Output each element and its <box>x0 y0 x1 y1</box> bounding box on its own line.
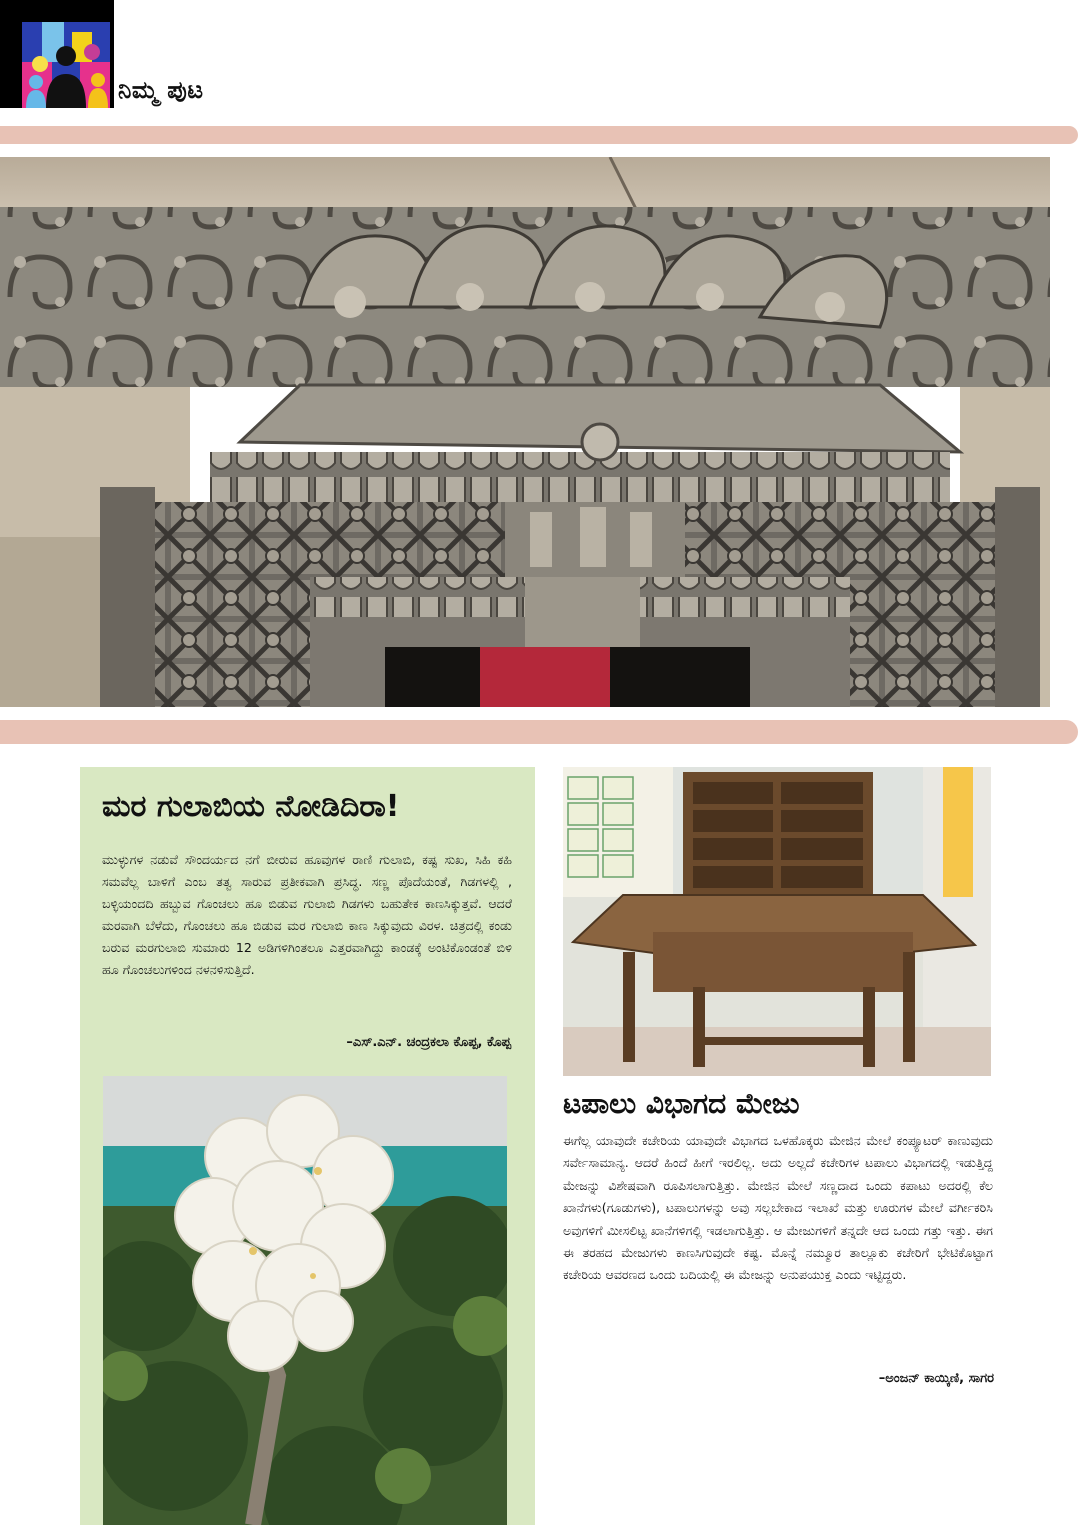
rose-article-author: –ಎಸ್.ಎನ್. ಚಂದ್ರಕಲಾ ಕೊಪ್ಪ, ಕೊಪ್ಪ <box>346 1035 511 1050</box>
desk-article-body: ಈಗೆಲ್ಲ ಯಾವುದೇ ಕಚೇರಿಯ ಯಾವುದೇ ವಿಭಾಗದ ಒಳಹೊಕ್ಕರು ಮೇಜಿನ ಮೇಲೆ ಕಂಪ್ಯೂಟರ್ ಕಾಣುವುದು ಸರ್ವೇಸಾಮಾನ್ಯ. ಆದರೆ ಹಿಂದೆ ಹೀಗೆ ಇರಲಿಲ್ಲ. ಅದು ಅಲ್ಲದೆ ಕಚೇರಿಗಳ ಟಪಾಲು ವಿಭಾಗದಲ್ಲಿ ಇಡುತ್ತಿದ್ದ ಮೇಜನ್ನು ವಿಶೇಷವಾಗಿ ರೂಪಿಸಲಾಗುತ್ತಿತ್ತು. ಮೇಜಿನ ಮೇಲೆ ಸಣ್ಣದಾದ ಒಂದು ಕಪಾಟು ಅದರಲ್ಲಿ ಕೆಲ ಖಾನೆಗಳು(ಗೂಡುಗಳು), ಟಪಾಲುಗಳನ್ನು ಅವು ಸಲ್ಲಬೇಕಾದ ಇಲಾಖೆ ಮತ್ತು ಊರುಗಳ ಮೇಲೆ ವರ್ಗೀಕರಿಸಿ ಅವುಗಳಿಗೆ ಮೀಸಲಿಟ್ಟ ಖಾನೆಗಳಿಗಲ್ಲಿ ಇಡಲಾಗುತ್ತಿತ್ತು. ಆ ಮೇಜುಗಳಿಗೆ ತನ್ನದೇ ಆದ ಒಂದು ಗತ್ತು ಇತ್ತು. ಈಗ ಈ ತರಹದ ಮೇಜುಗಳು ಕಾಣಸಿಗುವುದೇ ಕಷ್ಟ. ಮೊನ್ನೆ ನಮ್ಮೂರ ತಾಲ್ಲೂಕು ಕಚೇರಿಗೆ ಭೇಟಿಕೊಟ್ಟಾಗ ಕಚೇರಿಯ ಆವರಣದ ಒಂದು ಬದಿಯಲ್ಲಿ ಈ ಮೇಜನ್ನು ಅನುಪಯುಕ್ತ ಎಂದು ಇಟ್ಟಿದ್ದರು. <box>563 1133 993 1283</box>
postal-desk-photo <box>563 767 991 1076</box>
temple-doorway-photo <box>0 157 1050 707</box>
section-logo <box>22 22 110 108</box>
rose-article-title: ಮರ ಗುಲಾಬಿಯ ನೋಡಿದಿರಾ! <box>102 789 400 824</box>
desk-article-author: –ಅಂಜನ್ ಕಾಯ್ಕಿಣಿ, ಸಾಗರ <box>878 1371 994 1386</box>
decorative-band-top <box>0 126 1078 144</box>
rose-article <box>80 767 535 1525</box>
decorative-band-middle <box>0 720 1078 744</box>
tree-rose-photo <box>103 1076 507 1525</box>
rose-article-body: ಮುಳ್ಳುಗಳ ನಡುವೆ ಸೌಂದರ್ಯದ ನಗೆ ಬೀರುವ ಹೂವುಗಳ ರಾಣಿ ಗುಲಾಬಿ, ಕಷ್ಟ ಸುಖ, ಸಿಹಿ ಕಹಿ ಸಮವೆಲ್ಲ ಬಾಳಿಗೆ ಎಂಬ ತತ್ವ ಸಾರುವ ಪ್ರತೀಕವಾಗಿ ಪ್ರಸಿದ್ಧ. ಸಣ್ಣ ಪೊದೆಯಂತೆ, ಗಿಡಗಳಲ್ಲಿ , ಬಳ್ಳಿಯಂದದಿ ಹಬ್ಬುವ ಗೊಂಚಲು ಹೂ ಬಿಡುವ ಗುಲಾಬಿ ಗಿಡಗಳು ಬಹುತೇಕ ಕಾಣಸಿಕ್ಕುತ್ತವೆ. ಆದರೆ ಮರವಾಗಿ ಬೆಳೆದು, ಗೊಂಚಲು ಹೂ ಬಿಡುವ ಮರ ಗುಲಾಬಿ ಕಾಣ ಸಿಕ್ಕುವುದು ವಿರಳ. ಚಿತ್ರದಲ್ಲಿ ಕಂಡು ಬರುವ ಮರಗುಲಾಬಿ ಸುಮಾರು 12 ಅಡಿಗಳಿಗಿಂತಲೂ ಎತ್ತರವಾಗಿದ್ದು ಕಾಂಡಕ್ಕೆ ಅಂಟಿಕೊಂಡಂತೆ ಬಿಳಿ ಹೂ ಗೊಂಚಲುಗಳಿಂದ ನಳನಳಿಸುತ್ತಿದೆ. <box>102 852 512 977</box>
section-title: ನಿಮ್ಮ ಪುಟ <box>118 76 204 104</box>
desk-article-title: ಟಪಾಲು ವಿಭಾಗದ ಮೇಜು <box>563 1087 800 1120</box>
